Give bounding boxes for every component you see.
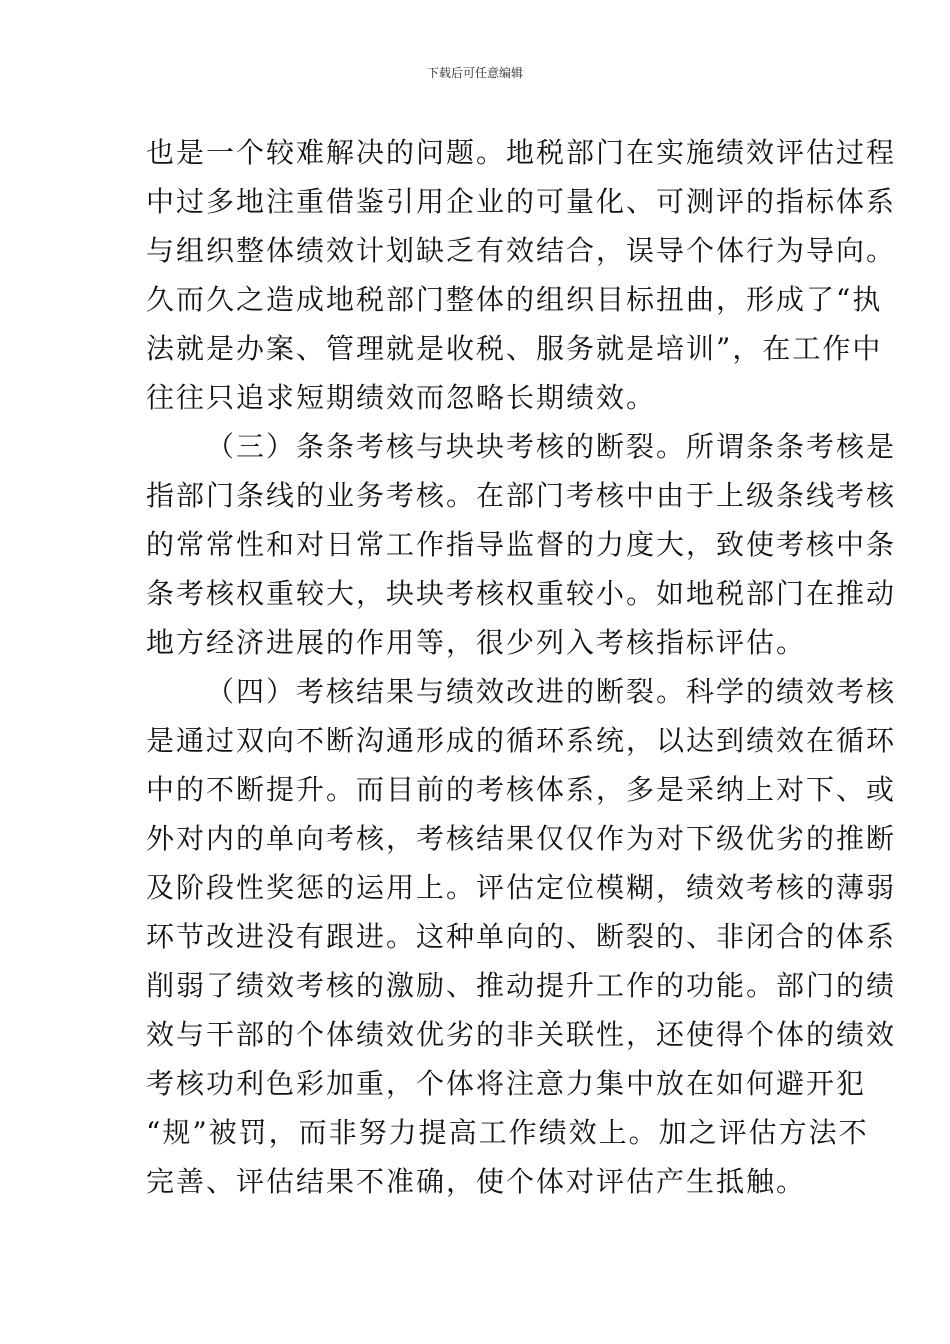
text-line: 考核功利色彩加重，个体将注意力集中放在如何避开犯	[146, 1067, 867, 1100]
text-line: 也是一个较难解决的问题。地税部门在实施绩效评估过程	[146, 136, 897, 169]
text-line: 的常常性和对日常工作指导监督的力度大，致使考核中条	[146, 528, 897, 561]
text-line: 中过多地注重借鉴引用企业的可量化、可测评的指标体系	[146, 185, 897, 218]
page-header: 下载后可任意编辑	[426, 66, 523, 80]
text-line: 与组织整体绩效计划缺乏有效结合，误导个体行为导向。	[146, 234, 897, 267]
text-line: 是通过双向不断沟通形成的循环系统，以达到绩效在循环	[146, 724, 897, 757]
text-line: 法就是办案、管理就是收税、服务就是培训”，在工作中	[146, 332, 883, 365]
text-line: 条考核权重较大，块块考核权重较小。如地税部门在推动	[146, 577, 897, 610]
paragraph-2	[146, 422, 897, 667]
text-line: 地方经济进展的作用等，很少列入考核指标评估。	[146, 626, 807, 659]
text-line: 完善、评估结果不准确，使个体对评估产生抵触。	[146, 1165, 807, 1198]
text-line: 指部门条线的业务考核。在部门考核中由于上级条线考核	[146, 479, 897, 512]
text-line: 中的不断提升。而目前的考核体系，多是采纳上对下、或	[146, 773, 897, 806]
text-line: 削弱了绩效考核的激励、推动提升工作的功能。部门的绩	[146, 969, 897, 1002]
document-body	[146, 128, 897, 1206]
text-line: 久而久之造成地税部门整体的组织目标扭曲，形成了“执	[146, 283, 883, 316]
text-line: 外对内的单向考核，考核结果仅仅作为对下级优劣的推断	[146, 822, 897, 855]
text-line: 效与干部的个体绩效优劣的非关联性，还使得个体的绩效	[146, 1018, 897, 1051]
text-line: （四）考核结果与绩效改进的断裂。科学的绩效考核	[206, 675, 897, 708]
text-line: “规”被罚，而非努力提高工作绩效上。加之评估方法不	[146, 1116, 869, 1149]
paragraph-1	[146, 128, 897, 422]
text-line: （三）条条考核与块块考核的断裂。所谓条条考核是	[206, 430, 897, 463]
text-line: 及阶段性奖惩的运用上。评估定位模糊，绩效考核的薄弱	[146, 871, 897, 904]
text-line: 往往只追求短期绩效而忽略长期绩效。	[146, 381, 657, 414]
text-line: 环节改进没有跟进。这种单向的、断裂的、非闭合的体系	[146, 920, 897, 953]
paragraph-3	[146, 667, 897, 1206]
